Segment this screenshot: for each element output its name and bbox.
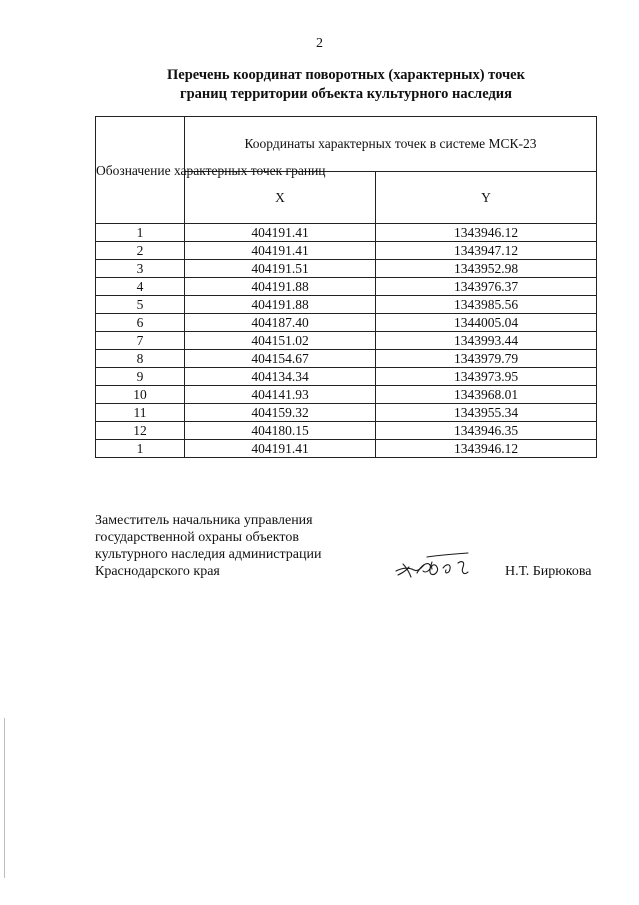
- coordinates-table: [95, 116, 597, 458]
- signatory-line: культурного наследия администрации: [95, 547, 322, 562]
- x-coordinate: 404154.67: [185, 350, 376, 368]
- point-designation-header: Обозначение характерных точек границ: [96, 117, 185, 224]
- y-coordinate: 1343985.56: [376, 296, 597, 314]
- x-coordinate: 404191.88: [185, 296, 376, 314]
- x-coordinate: 404191.51: [185, 260, 376, 278]
- document-title-line-2: границ территории объекта культурного наследия: [180, 86, 512, 102]
- point-number: 1: [96, 440, 185, 458]
- y-coordinate: 1343947.12: [376, 242, 597, 260]
- x-coordinate: 404141.93: [185, 386, 376, 404]
- point-number: 6: [96, 314, 185, 332]
- point-number: 1: [96, 224, 185, 242]
- x-coordinate: 404187.40: [185, 314, 376, 332]
- y-coordinate: 1343946.35: [376, 422, 597, 440]
- document-title: [0, 66, 639, 104]
- point-number: 8: [96, 350, 185, 368]
- y-coordinate: 1343955.34: [376, 404, 597, 422]
- point-number: 11: [96, 404, 185, 422]
- table-row: [96, 386, 597, 404]
- point-number: 3: [96, 260, 185, 278]
- signatory-line: Краснодарского края: [95, 564, 220, 579]
- y-coordinate: 1343946.12: [376, 440, 597, 458]
- y-coordinate: 1343968.01: [376, 386, 597, 404]
- signatory-position: [95, 512, 322, 580]
- point-number: 2: [96, 242, 185, 260]
- x-coordinate: 404180.15: [185, 422, 376, 440]
- x-coordinate: 404191.88: [185, 278, 376, 296]
- table-row: [96, 296, 597, 314]
- y-coordinate: 1343993.44: [376, 332, 597, 350]
- y-coordinate: 1344005.04: [376, 314, 597, 332]
- point-number: 12: [96, 422, 185, 440]
- table-row: [96, 224, 597, 242]
- table-row: [96, 404, 597, 422]
- x-coordinate: 404191.41: [185, 224, 376, 242]
- table-row: [96, 350, 597, 368]
- table-row: [96, 260, 597, 278]
- table-row: [96, 422, 597, 440]
- point-number: 5: [96, 296, 185, 314]
- coordinates-table-body: [96, 224, 597, 458]
- table-row: [96, 440, 597, 458]
- point-number: 9: [96, 368, 185, 386]
- signatory-line: государственной охраны объектов: [95, 530, 299, 545]
- point-number: 7: [96, 332, 185, 350]
- y-coordinate: 1343976.37: [376, 278, 597, 296]
- coordinate-system-header: Координаты характерных точек в системе МСК-23: [185, 117, 597, 172]
- table-row: [96, 314, 597, 332]
- table-row: [96, 278, 597, 296]
- table-row: [96, 242, 597, 260]
- point-number: 4: [96, 278, 185, 296]
- scan-margin-line: [4, 718, 5, 878]
- y-coordinate: 1343952.98: [376, 260, 597, 278]
- point-number: 10: [96, 386, 185, 404]
- signer-name: Н.Т. Бирюкова: [505, 564, 592, 579]
- signatory-line: Заместитель начальника управления: [95, 513, 313, 528]
- x-column-header: X: [185, 172, 376, 224]
- page-number: 2: [316, 36, 323, 51]
- handwritten-signature-icon: [394, 552, 478, 582]
- x-coordinate: 404134.34: [185, 368, 376, 386]
- table-row: [96, 332, 597, 350]
- y-coordinate: 1343973.95: [376, 368, 597, 386]
- document-title-line-1: Перечень координат поворотных (характерных) точек: [167, 67, 525, 83]
- y-coordinate: 1343946.12: [376, 224, 597, 242]
- table-row: [96, 368, 597, 386]
- x-coordinate: 404159.32: [185, 404, 376, 422]
- y-column-header: Y: [376, 172, 597, 224]
- y-coordinate: 1343979.79: [376, 350, 597, 368]
- x-coordinate: 404151.02: [185, 332, 376, 350]
- x-coordinate: 404191.41: [185, 440, 376, 458]
- x-coordinate: 404191.41: [185, 242, 376, 260]
